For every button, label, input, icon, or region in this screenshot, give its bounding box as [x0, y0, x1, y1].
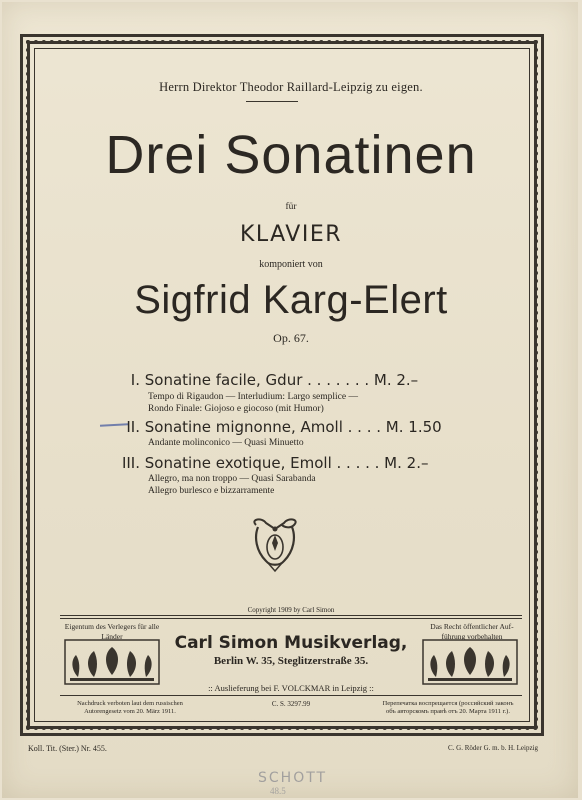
work-2 [118, 418, 442, 436]
right-notice-line: führung vorbehalten [441, 632, 503, 641]
library-stamp-sub: 48.5 [270, 786, 286, 796]
printer-credit: C. G. Röder G. m. b. H. Leipzig [447, 744, 538, 752]
work-3-title: Sonatine exotique, Emoll . . . . . M. 2.– [144, 454, 429, 472]
publisher-name: Carl Simon Musikverlag, [174, 633, 408, 653]
library-stamp: SCHOTT [258, 770, 328, 786]
work-1-title: Sonatine facile, Gdur . . . . . . . M. 2.– [144, 371, 419, 389]
work-3-movement: Allegro, ma non troppo — Quasi Sarabanda [148, 474, 316, 484]
work-2-numeral: II. [126, 418, 140, 436]
dedication-rule [246, 101, 298, 102]
opus-number: Op. 67. [273, 331, 309, 345]
catalog-number: Koll. Tit. (Ster.) Nr. 455. [28, 744, 107, 753]
work-1-movement: Tempo di Rigaudon — Interludium: Largo semplice — [148, 392, 358, 402]
divider [60, 618, 522, 619]
divider [60, 615, 522, 616]
left-bottom-note-line: Nachdruck verboten laut dem russischen [77, 700, 183, 707]
work-1 [118, 371, 418, 389]
left-notice-line: Länder [101, 632, 123, 641]
work-2-movement: Andante molinconico — Quasi Minuetto [148, 438, 304, 448]
composed-by-label: komponiert von [259, 259, 323, 270]
left-notice-line: Eigentum des Verlegers für alle [64, 622, 160, 631]
right-bottom-note [372, 700, 524, 716]
instrument: KLAVIER [239, 222, 343, 247]
work-1-numeral: I. [130, 371, 140, 389]
work-1-movements [148, 391, 358, 415]
work-1-movement: Rondo Finale: Giojoso e giocoso (mit Humor) [148, 404, 324, 414]
work-2-movements [148, 437, 304, 449]
divider [60, 695, 522, 696]
dedication: Herrn Direktor Theodor Raillard-Leipzig zu eigen. [159, 80, 423, 94]
work-2-title: Sonatine mignonne, Amoll . . . . M. 1.50 [144, 418, 442, 436]
work-3-movement: Allegro burlesco e bizzarramente [148, 486, 275, 496]
work-3-numeral: III. [121, 454, 140, 472]
right-notice-line: Das Recht öffentlicher Auf- [430, 622, 514, 631]
right-bottom-note-line: объ авторскомъ правѣ отъ 20. Марта 1911 г.). [386, 708, 510, 715]
right-bottom-note-line: Перепечатка воспрещается (российский законъ [382, 700, 514, 707]
composer-name: Sigfrid Karg-Elert [134, 278, 448, 322]
for-label: für [285, 202, 297, 212]
work-3 [118, 454, 428, 472]
page-title: Drei Sonatinen [105, 125, 477, 185]
plate-code: C. S. 3297.99 [271, 700, 311, 708]
left-bottom-note-line: Autorengesetz vom 20. März 1911. [84, 708, 176, 715]
publisher-address: Berlin W. 35, Steglitzerstraße 35. [213, 655, 369, 667]
delivery-note: :: Auslieferung bei F. VOLCKMAR in Leipzig :: [208, 683, 374, 693]
work-3-movements [148, 473, 316, 497]
lyre-ornament-icon [248, 517, 302, 573]
copyright: Copyright 1909 by Carl Simon [247, 606, 335, 614]
